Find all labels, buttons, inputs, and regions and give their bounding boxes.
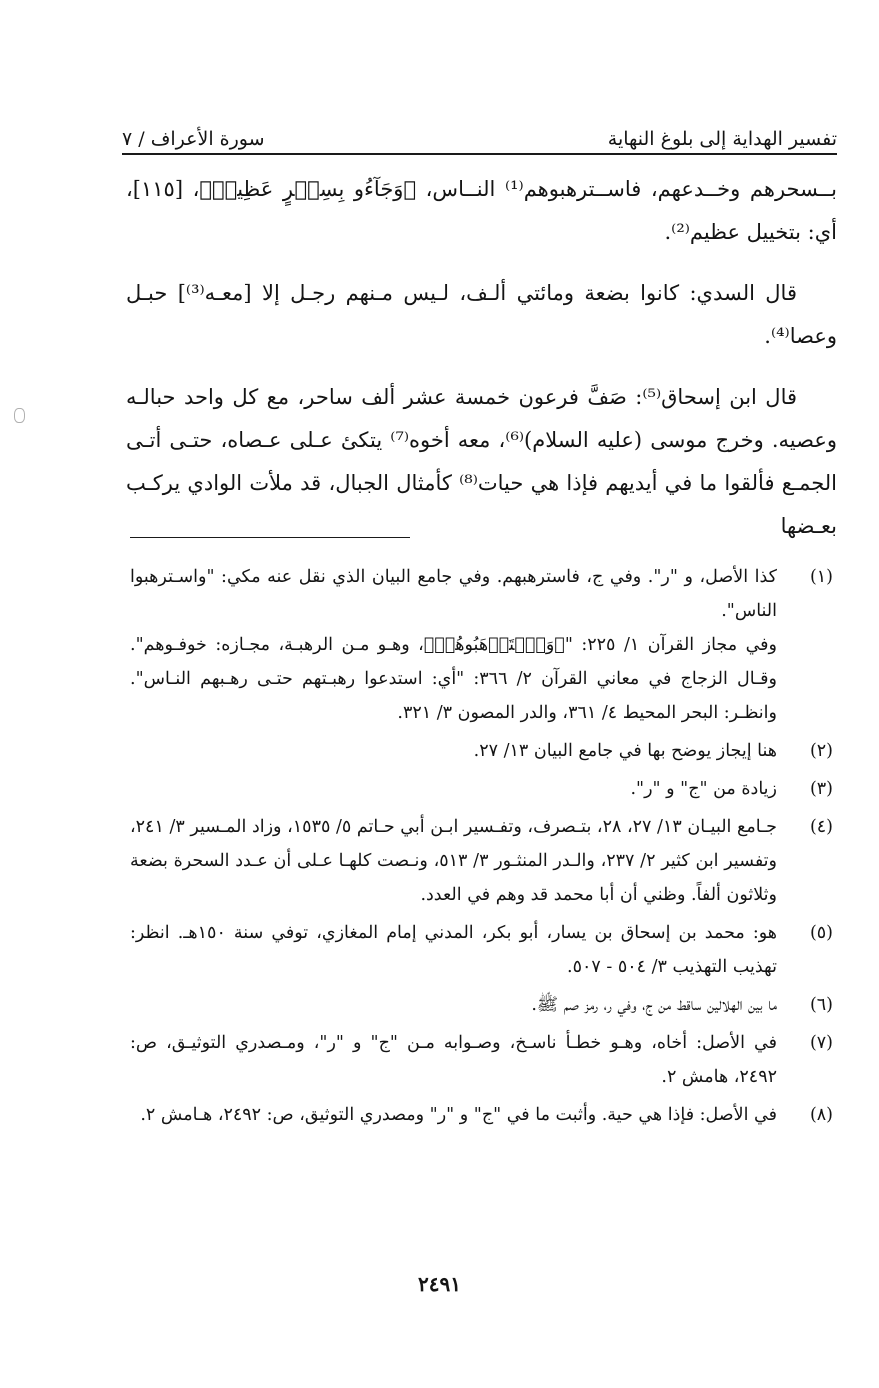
footnote (130, 810, 837, 912)
footnote-text: في الأصل: فإذا هي حية. وأثبت ما في "ج" و "ر" ومصدري التوثيق، ص: ٢٤٩٢، هـامش ٢. (140, 1105, 777, 1125)
footnote-text: هنا إيجاز يوضح بها في جامع البيان ١٣/ ٢٧. (473, 741, 777, 761)
footnote-text: كذا الأصل، و "ر". وفي ج، فاسترهبهم. وفي جامع البيان الذي نقل عنه مكي: "واسـترهبوا الناس". (130, 567, 777, 621)
footnote (130, 1026, 837, 1094)
running-header (122, 110, 837, 150)
footnote-divider (130, 537, 410, 538)
footnote-text: هو: محمد بن إسحاق بن يسار، أبو بكر، المدني إمام المغازي، توفي سنة ١٥٠هـ. انظر: تهذيب التهذيب ٣/ ٥٠٤ - ٥٠٧. (130, 923, 777, 977)
footnote-text: جـامع البيـان ١٣/ ٢٧، ٢٨، بتـصرف، وتفـسير ابـن أبي حـاتم ٥/ ١٥٣٥، وزاد المـسير ٣/ ٢٤١، وتفسير ابن كثير ٢/ ٢٣٧، والـدر المنثـور ٣/ ٥١٣، ونـصت كلهـا عـلى أن عـدد السحرة بضعة وثلاثون ألفاً. وظني أن أبا محمد قد وهم في العدد. (130, 817, 778, 905)
margin-blemish (14, 408, 25, 423)
footnote (130, 560, 837, 730)
footnote-text: زيادة من "ج" و "ر". (630, 779, 777, 799)
footnote-number: (٦) (809, 995, 833, 1015)
header-divider (122, 153, 837, 155)
footnote (130, 1098, 837, 1132)
footnote-number: (٣) (809, 779, 833, 799)
footnote (130, 916, 837, 984)
page-number: ٢٤٩١ (418, 1272, 461, 1296)
footnote (130, 772, 837, 806)
footnote-number: (٢) (809, 741, 833, 761)
footnote-text: وفي مجاز القرآن ١/ ٢٢٥: "﴿وَٱسۡتَرۡهَبُوهُمۡ﴾، وهـو مـن الرهبـة، مجـازه: خوفـوهم". وقـال الزجاج في معاني القرآن ٢/ ٣٦٦: "أي: استدعوا رهبـتهم حتـى رهـبهم النـاس". وانظـر: البحر المحيط ٤/ ٣٦١، والدر المصون ٣/ ٣٢١. (130, 635, 777, 723)
body-paragraph: قال السدي: كانوا بضعة ومائتي ألـف، لـيس مـنهم رجـل إلا [معـه⁽³⁾] حبـل وعصا⁽⁴⁾. (126, 281, 837, 348)
footnotes (130, 560, 837, 1136)
main-text (126, 168, 837, 566)
body-paragraph: بــسحرهم وخــدعهم، فاســترهبوهم⁽¹⁾ النــاس، ﴿وَجَآءُو بِسِحۡرٍ عَظِيمٖ﴾، [١١٥]، أي: بتخييل عظيم⁽²⁾. (126, 177, 837, 244)
footnote-number: (٧) (809, 1033, 833, 1053)
footnote-text: ما بين الهلالين ساقط من ج، وفي ر، رمز صم ﷺ. (531, 995, 777, 1015)
footnote-number: (٨) (809, 1105, 833, 1125)
surah-label: سورة الأعراف / ٧ (122, 128, 265, 150)
footnote (130, 988, 837, 1022)
footnote-number: (٥) (809, 923, 833, 943)
footnote-text: في الأصل: أخاه، وهـو خطـأ ناسـخ، وصـوابه مـن "ج" و "ر"، ومـصدري التوثيـق، ص: ٢٤٩٢، هامش ٢. (130, 1033, 777, 1087)
footnote-number: (٤) (809, 817, 833, 837)
book-title: تفسير الهداية إلى بلوغ النهاية (607, 128, 837, 150)
body-paragraph: قال ابن إسحاق⁽⁵⁾: صَفَّ فرعون خمسة عشر ألف ساحر، مع كل واحد حبالـه وعصيه. وخرج موسى (عليه السلام)⁽⁶⁾، معه أخوه⁽⁷⁾ يتكئ عـلى عـصاه، حتـى أتـى الجمـع فألقوا ما في أيديهم فإذا هي حيات⁽⁸⁾ كأمثال الجبال، قد ملأت الوادي يركـب بعـضها (126, 385, 838, 538)
footnote-number: (١) (809, 567, 833, 587)
footnote (130, 734, 837, 768)
